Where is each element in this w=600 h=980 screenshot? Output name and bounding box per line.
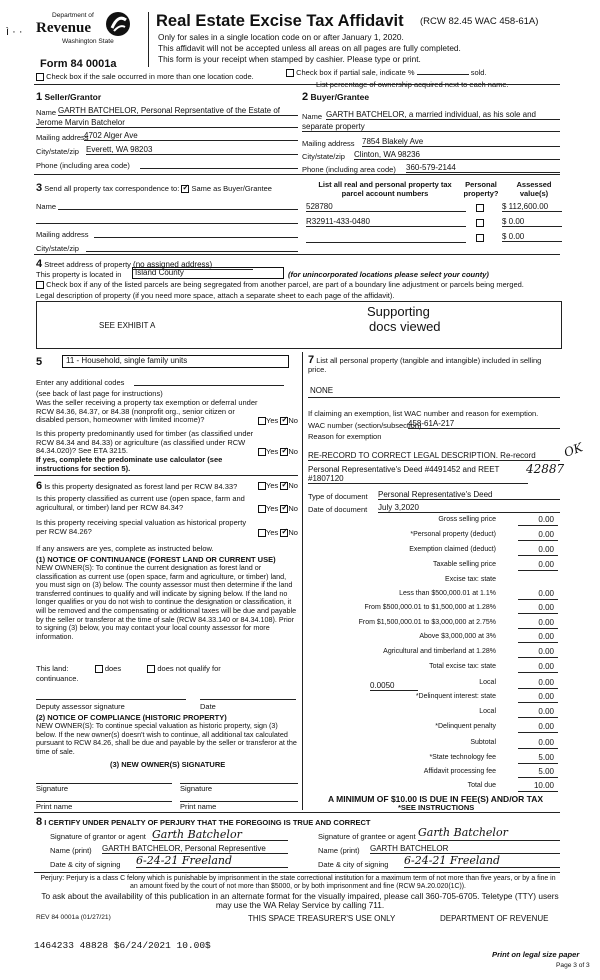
tax-row-label: *Personal property (deduct)	[410, 531, 496, 538]
parcel-row	[306, 202, 562, 214]
tax-row-label: *State technology fee	[429, 754, 496, 761]
tax-row-line	[518, 613, 558, 614]
owner-signature-2[interactable]	[180, 774, 298, 784]
tax-row-value[interactable]: 0.00	[538, 515, 554, 524]
tax-row-line	[518, 702, 558, 703]
tax-row-value[interactable]: 0.00	[538, 545, 554, 554]
buyer-title: Buyer/Grantee	[310, 92, 370, 102]
segregated-label: Check box if any of the listed parcels are being segregated from another parcel, are part of a boundary line adjustment or parcels being merged.	[46, 280, 524, 289]
corr-row	[36, 182, 272, 194]
seller-mail-label: Mailing address	[36, 133, 89, 142]
this-land-row	[36, 664, 221, 673]
additional-codes-label: Enter any additional codes	[36, 378, 125, 387]
tax-row-value[interactable]: 0.00	[538, 707, 554, 716]
no-label: No	[288, 447, 298, 456]
corr-name-label: Name	[36, 202, 57, 211]
current-use-yes-no	[258, 504, 298, 513]
county-select[interactable]: Island County	[132, 267, 284, 279]
header-note-2: This affidavit will not be accepted unless all areas on all pages are fully completed.	[158, 43, 461, 53]
parcel-account[interactable]: 528780	[306, 202, 466, 212]
owner-print-1[interactable]	[36, 792, 172, 802]
tax-row-label: Agricultural and timberland at 1.28%	[383, 648, 496, 655]
legal-exhibit: SEE EXHIBIT A	[99, 321, 156, 330]
corr-same-checkbox[interactable]	[181, 185, 189, 193]
buyer-city-field[interactable]: Clinton, WA 98236	[354, 150, 560, 160]
grantee-name-label: Name (print)	[318, 846, 360, 855]
current-use-question: Is this property classified as current use (open space, farm and agricultural, or timber) land per RCW 84.34?	[36, 494, 245, 512]
corr-mail-field[interactable]	[94, 228, 298, 238]
yes-label: Yes	[266, 528, 279, 537]
grantor-signature-hand: Garth Batchelor	[152, 828, 242, 841]
column-divider	[302, 352, 303, 810]
wac-label: WAC number (section/subsection)	[308, 421, 422, 430]
tax-row-label: Total due	[467, 782, 496, 789]
parcels-header-accounts: List all real and personal property tax parcel account numbers	[318, 180, 452, 198]
grantee-date-field[interactable]: 6-24-21 Freeland	[404, 854, 560, 868]
corr-name-field[interactable]	[58, 200, 298, 210]
logo-state: Washington State	[62, 38, 114, 45]
corr-same-label: Same as Buyer/Grantee	[191, 184, 272, 193]
tax-row-line	[518, 717, 558, 718]
header-note-1: Only for sales in a single location code on or after January 1, 2020.	[158, 32, 404, 42]
section5-rule	[34, 475, 298, 476]
seller-city-label: City/state/zip	[36, 147, 79, 156]
seller-city-field[interactable]: Everett, WA 98203	[86, 145, 298, 155]
no-label: No	[288, 481, 298, 490]
personal-property-field[interactable]: NONE	[310, 386, 334, 395]
legal-description-box[interactable]	[36, 301, 562, 349]
grantee-signature-hand: Garth Batchelor	[418, 826, 508, 839]
section8-rule	[34, 872, 560, 873]
exemption-note: If claiming an exemption, list WAC number and reason for exemption.	[308, 409, 539, 418]
tax-row-value[interactable]: 10.00	[533, 781, 554, 790]
certify-row	[36, 816, 371, 828]
tax-row-line	[518, 688, 558, 689]
doctype-field[interactable]: Personal Representative's Deed	[378, 490, 560, 500]
tax-row-value[interactable]: 0.00	[538, 678, 554, 687]
seller-name-label: Name	[36, 108, 57, 117]
reason-line-2[interactable]: Personal Representative's Deed #4491452 and REET #1807120	[308, 465, 528, 484]
no-label: No	[288, 416, 298, 425]
header-divider	[148, 12, 149, 67]
no-label: No	[288, 504, 298, 513]
partial-sale-checkbox[interactable]	[286, 69, 294, 77]
docdate-field[interactable]: July 3,2020	[378, 503, 560, 513]
located-label: This property is located in	[36, 270, 122, 279]
parcel-value[interactable]: $ 0.00	[502, 217, 562, 227]
see-instructions: *SEE INSTRUCTIONS	[398, 803, 475, 812]
doctype-label: Type of document	[308, 492, 368, 501]
multi-location-label: Check box if the sale occurred in more than one location code.	[46, 72, 254, 81]
historic-yes-checkbox[interactable]	[258, 529, 266, 537]
parcel-account[interactable]: R32911-433-0480	[306, 217, 466, 227]
docs-viewed-stamp: docs viewed	[369, 319, 441, 334]
tax-row-value[interactable]: 0.00	[538, 589, 554, 598]
tax-row-line	[518, 628, 558, 629]
dor-logo	[34, 10, 132, 60]
corr-mail-label: Mailing address	[36, 230, 89, 239]
historic-yes-no	[258, 528, 298, 537]
partial-sale-label: Check box if partial sale, indicate %	[296, 68, 415, 77]
deputy-date-field[interactable]	[200, 690, 296, 700]
tax-row-line	[518, 748, 558, 749]
grantor-date-label: Date & city of signing	[50, 860, 121, 869]
land-does-checkbox[interactable]	[95, 665, 103, 673]
grantor-sig-label: Signature of grantor or agent	[50, 832, 146, 841]
additional-codes-field[interactable]	[134, 376, 284, 386]
rev-number: REV 84 0001a (01/27/21)	[36, 914, 111, 921]
buyer-name-1[interactable]: GARTH BATCHELOR, a married individual, as his sole and	[326, 110, 560, 120]
s8-num: 8	[36, 816, 43, 828]
tax-row-label: Local	[479, 679, 496, 686]
land-does-not-label: does not qualify for	[157, 664, 221, 673]
s6-num: 6	[36, 480, 43, 492]
s7-label: List all personal property (tangible and intangible) included in selling price.	[308, 356, 542, 374]
street-field[interactable]: (no assigned address)	[133, 260, 253, 270]
notice-compliance-text: NEW OWNER(S): To continue special valuation as historic property, sign (3) below. If the new owner(s) doesn't wish to continue, all additional tax calculated pursuant to RCW 84.26, shall be due and payable by the seller or transferor at the time of sale.	[36, 721, 297, 756]
corr-city-label: City/state/zip	[36, 244, 79, 253]
multi-location-row	[36, 72, 254, 81]
s7-row	[308, 356, 560, 374]
grantee-date-label: Date & city of signing	[318, 860, 389, 869]
tax-row-value[interactable]: 0.00	[538, 560, 554, 569]
grantee-name-field[interactable]: GARTH BATCHELOR	[370, 844, 560, 854]
logo-swirl-icon	[104, 10, 132, 38]
parcel-personal-checkbox[interactable]	[476, 204, 484, 212]
this-land-label: This land:	[36, 664, 69, 673]
timber-no-checkbox[interactable]	[280, 448, 288, 456]
tax-row-label: Above $3,000,000 at 3%	[419, 633, 496, 640]
seller-phone-field[interactable]	[140, 159, 298, 169]
deputy-signature-field[interactable]	[36, 690, 186, 700]
buyer-mail-field[interactable]: 7854 Blakely Ave	[362, 137, 560, 147]
grantor-name-label: Name (print)	[50, 846, 92, 855]
tax-row-value[interactable]: 5.00	[538, 767, 554, 776]
timber-yes-no	[258, 447, 298, 456]
grantee-sig-label: Signature of grantee or agent	[318, 832, 416, 841]
tax-row-label: Taxable selling price	[432, 561, 496, 568]
seller-name-1[interactable]: GARTH BATCHELOR, Personal Reprsentative of the Estate of	[58, 106, 298, 116]
forest-no-checkbox[interactable]	[280, 482, 288, 490]
uninc-note: (for unincorporated locations please select your county)	[288, 270, 489, 279]
logo-dept-of: Department of	[52, 12, 94, 19]
tax-row-label: Gross selling price	[438, 516, 496, 523]
alternate-format-text: To ask about the availability of this publication in an alternate format for the visually impaired, please call 360-705-6705. Teletype (TTY) users may use the WA Relay Service by calling 711.	[41, 891, 559, 910]
grantee-signature-field[interactable]	[418, 826, 560, 841]
tax-row-line	[518, 777, 558, 778]
partial-pct-field[interactable]	[417, 74, 469, 75]
continuance-label: continuance.	[36, 674, 79, 683]
tax-row-label: Total excise tax: state	[429, 663, 496, 670]
historic-question: Is this property receiving special valuation as historical property per RCW 84.26?	[36, 518, 247, 536]
logo-revenue: Revenue	[36, 20, 91, 36]
forest-yes-no	[258, 481, 298, 490]
parcel-personal-checkbox[interactable]	[476, 219, 484, 227]
exemption-yes-no	[258, 416, 298, 425]
yes-label: Yes	[266, 481, 279, 490]
notice-continuance-heading: (1) NOTICE OF CONTINUANCE (FOREST LAND OR CURRENT USE)	[36, 555, 276, 564]
corr-num: 3	[36, 182, 43, 194]
buyer-name-2[interactable]: separate property	[302, 122, 560, 132]
segregated-row	[36, 280, 524, 289]
owner-print-2[interactable]	[180, 792, 298, 802]
reason-handwritten-number: 42887	[526, 462, 565, 476]
parcel-value[interactable]: $ 0.00	[502, 232, 562, 242]
parcel-row	[306, 217, 562, 229]
tax-row-value[interactable]: 0.00	[538, 632, 554, 641]
forest-yes-checkbox[interactable]	[258, 482, 266, 490]
section3-rule	[34, 254, 560, 255]
tax-row-value[interactable]: 0.00	[538, 692, 554, 701]
parcel-personal-checkbox[interactable]	[476, 234, 484, 242]
land-does-label: does	[104, 664, 122, 673]
owner-print-label-1: Print name	[36, 802, 73, 811]
grantor-signature-field[interactable]	[152, 828, 288, 841]
forest-question	[36, 480, 237, 492]
land-does-not-checkbox[interactable]	[147, 665, 155, 673]
notice-compliance-heading: (2) NOTICE OF COMPLIANCE (HISTORIC PROPERTY)	[36, 713, 227, 722]
partial-sale-row	[286, 68, 487, 77]
no-label: No	[288, 528, 298, 537]
corr-city-field[interactable]	[86, 242, 298, 252]
notice-continuance-text: NEW OWNER(S): To continue the current designation as forest land or classification as current use (open space, farm and agriculture, or timber) land, you must sign on (3) below. The county assessor must then determine if the land transferred continues to qualify and will indicate by signing below. If the land no longer qualifies or you do not wish to continue the designation or classification, it will be removed and the compensating or additional taxes will be due and payable by the seller or transferor at the time of sale (RCW 84.33.140 or 84.34.108). Prior to signing (3) below, you may contact your local county assessor for more information.	[36, 563, 297, 641]
tax-row-label: *Delinquent penalty	[435, 723, 496, 730]
reason-line-1[interactable]: RE-RECORD TO CORRECT LEGAL DESCRIPTION. Re-record	[308, 451, 560, 461]
treasurer-use: THIS SPACE TREASURER'S USE ONLY	[248, 914, 396, 923]
form-rcw: (RCW 82.45 WAC 458-61A)	[420, 16, 539, 27]
supporting-stamp: Supporting	[367, 304, 430, 319]
multi-location-checkbox[interactable]	[36, 73, 44, 81]
street-label: Street address of property	[44, 260, 131, 269]
tax-row-value[interactable]: 0.00	[538, 530, 554, 539]
s7-num: 7	[308, 354, 315, 366]
buyer-phone-label: Phone (including area code)	[302, 165, 396, 174]
page-number: Page 3 of 3	[556, 962, 590, 969]
buyer-name-label: Name	[302, 112, 323, 121]
tax-row-line	[518, 555, 558, 556]
tax-row-line	[518, 657, 558, 658]
forest-question-text: Is this property designated as forest land per RCW 84.33?	[44, 482, 238, 491]
seller-name-2[interactable]: Jerome Marvin Batchelor	[36, 118, 298, 128]
section67-rule	[34, 812, 560, 813]
seller-mail-field[interactable]: 4702 Alger Ave	[84, 131, 298, 141]
tax-row-label: Less than $500,000.01 at 1.1%	[399, 590, 496, 597]
deputy-signature-label: Deputy assessor signature	[36, 702, 125, 711]
seller-heading	[36, 91, 101, 103]
grantor-date-field[interactable]: 6-24-21 Freeland	[136, 854, 288, 868]
owner-signature-label-2: Signature	[180, 784, 213, 793]
yes-label: Yes	[266, 447, 279, 456]
tax-row-line	[518, 525, 558, 526]
new-owner-signature-heading: (3) NEW OWNER(S) SIGNATURE	[110, 760, 226, 769]
tax-row-value[interactable]: 0.00	[538, 722, 554, 731]
timber-calculator-note: If yes, complete the predominate use calculator (see instructions for section 5).	[36, 455, 223, 473]
tax-row-label: Local	[479, 708, 496, 715]
tax-row-line	[518, 599, 558, 600]
exemption-no-checkbox[interactable]	[280, 417, 288, 425]
parcel-row	[306, 232, 562, 244]
tax-row-line	[518, 672, 558, 673]
exemption-question: Was the seller receiving a property tax exemption or deferral under RCW 84.36, 84.37, or 84.38 (nonprofit org., senior citizen or disabled person, homeowner with limited income)?	[36, 398, 258, 424]
header-note-3: This form is your receipt when stamped by cashier. Please type or print.	[158, 54, 421, 64]
tax-row-value[interactable]: 5.00	[538, 753, 554, 762]
docdate-label: Date of document	[308, 505, 368, 514]
parcels-header-value: Assessed value(s)	[516, 180, 552, 198]
minimum-due: A MINIMUM OF $10.00 IS DUE IN FEE(S) AND/OR TAX	[328, 794, 544, 804]
legal-paper-note: Print on legal size paper	[492, 950, 580, 959]
section12-rule	[34, 174, 560, 175]
certify-text: I CERTIFY UNDER PENALTY OF PERJURY THAT THE FOREGOING IS TRUE AND CORRECT	[44, 818, 371, 827]
receipt-stamp: 1464233 48828 $6/24/2021 10.00$	[34, 940, 211, 951]
seller-title: Seller/Grantor	[44, 92, 102, 102]
tax-row-label: Subtotal	[470, 739, 496, 746]
yes-label: Yes	[266, 416, 279, 425]
form-title: Real Estate Excise Tax Affidavit	[156, 12, 404, 30]
tax-row-label: Affidavit processing fee	[423, 768, 496, 775]
buyer-num: 2	[302, 91, 309, 103]
tax-row-label: *Delinquent interest: state	[415, 693, 496, 700]
s5-num: 5	[36, 356, 43, 368]
tax-row-line	[518, 732, 558, 733]
department-label: DEPARTMENT OF REVENUE	[440, 914, 549, 923]
tax-row-label: From $500,000.01 to $1,500,000 at 1.28%	[364, 604, 496, 611]
segregated-checkbox[interactable]	[36, 281, 44, 289]
reason-label: Reason for exemption	[308, 432, 382, 441]
reason-handwritten-ok: OK	[562, 440, 585, 460]
timber-question: Is this property predominantly used for timber (as classified under RCW 84.34 and 84.33) or agriculture (as classified under RCW 84.34.020)? See ETA 3215.	[36, 429, 254, 455]
tax-row-label: Exemption claimed (deduct)	[409, 546, 496, 553]
owner-signature-1[interactable]	[36, 774, 172, 784]
current-use-yes-checkbox[interactable]	[258, 505, 266, 513]
yes-label: Yes	[266, 504, 279, 513]
parcels-header-personal: Personal property?	[463, 180, 499, 198]
exemption-yes-checkbox[interactable]	[258, 417, 266, 425]
current-use-no-checkbox[interactable]	[280, 505, 288, 513]
legal-label: Legal description of property (if you need more space, attach a separate sheet to each page of the affidavit).	[36, 291, 395, 300]
owner-print-label-2: Print name	[180, 802, 217, 811]
tax-row-value[interactable]: 0.00	[538, 738, 554, 747]
perjury-text: Perjury: Perjury is a class C felony which is punishable by imprisonment in the state correctional institution for a maximum term of not more than five years, or by a fine in an amount fixed by the court of not more than $5000, or by both imprisonment and fine (RCW 9A.20.020(1C)).	[40, 875, 556, 890]
corr-label: Send all property tax correspondence to:	[44, 184, 180, 193]
corr-name-field-2[interactable]	[36, 214, 298, 224]
buyer-mail-label: Mailing address	[302, 139, 355, 148]
seller-num: 1	[36, 91, 43, 103]
s7-line-1	[308, 397, 560, 398]
historic-no-checkbox[interactable]	[280, 529, 288, 537]
buyer-city-label: City/state/zip	[302, 152, 345, 161]
tax-row-value[interactable]: 0.00	[538, 662, 554, 671]
seller-phone-label: Phone (including area code)	[36, 161, 130, 170]
parcel-value[interactable]: $ 112,600.00	[502, 202, 562, 212]
header-rule	[34, 84, 560, 85]
tax-row-value[interactable]: 0.00	[538, 618, 554, 627]
wac-field[interactable]: 458-61A-217	[408, 419, 560, 429]
timber-yes-checkbox[interactable]	[258, 448, 266, 456]
owner-signature-label-1: Signature	[36, 784, 69, 793]
parcel-account[interactable]	[306, 232, 466, 243]
side-mark: ì · ·	[6, 26, 23, 38]
use-code-select[interactable]: 11 - Household, single family units	[62, 355, 289, 368]
partial-sold-label: sold.	[470, 68, 487, 77]
buyer-heading	[302, 91, 369, 103]
tax-row-line	[518, 642, 558, 643]
tax-row-line	[518, 540, 558, 541]
tax-row-value[interactable]: 0.00	[538, 603, 554, 612]
tax-row-line	[518, 763, 558, 764]
s4-num: 4	[36, 258, 43, 270]
tax-row-label: From $1,500,000.01 to $3,000,000 at 2.75%	[358, 619, 496, 626]
tax-row-value[interactable]: 0.00	[538, 647, 554, 656]
local-rate-field[interactable]: 0.0050	[370, 681, 418, 691]
deputy-date-label: Date	[200, 702, 216, 711]
see-list-note: (see back of last page for instructions)	[36, 389, 163, 398]
if-any-yes: If any answers are yes, complete as instructed below.	[36, 544, 214, 553]
grantor-name-field[interactable]: GARTH BATCHELOR, Personal Representive	[102, 844, 288, 854]
tax-row-label: Excise tax: state	[445, 576, 496, 583]
buyer-phone-field[interactable]: 360-579-2144	[406, 163, 560, 173]
tax-row-line	[518, 570, 558, 571]
tax-row-line	[518, 791, 558, 792]
form-number: Form 84 0001a	[40, 58, 117, 70]
